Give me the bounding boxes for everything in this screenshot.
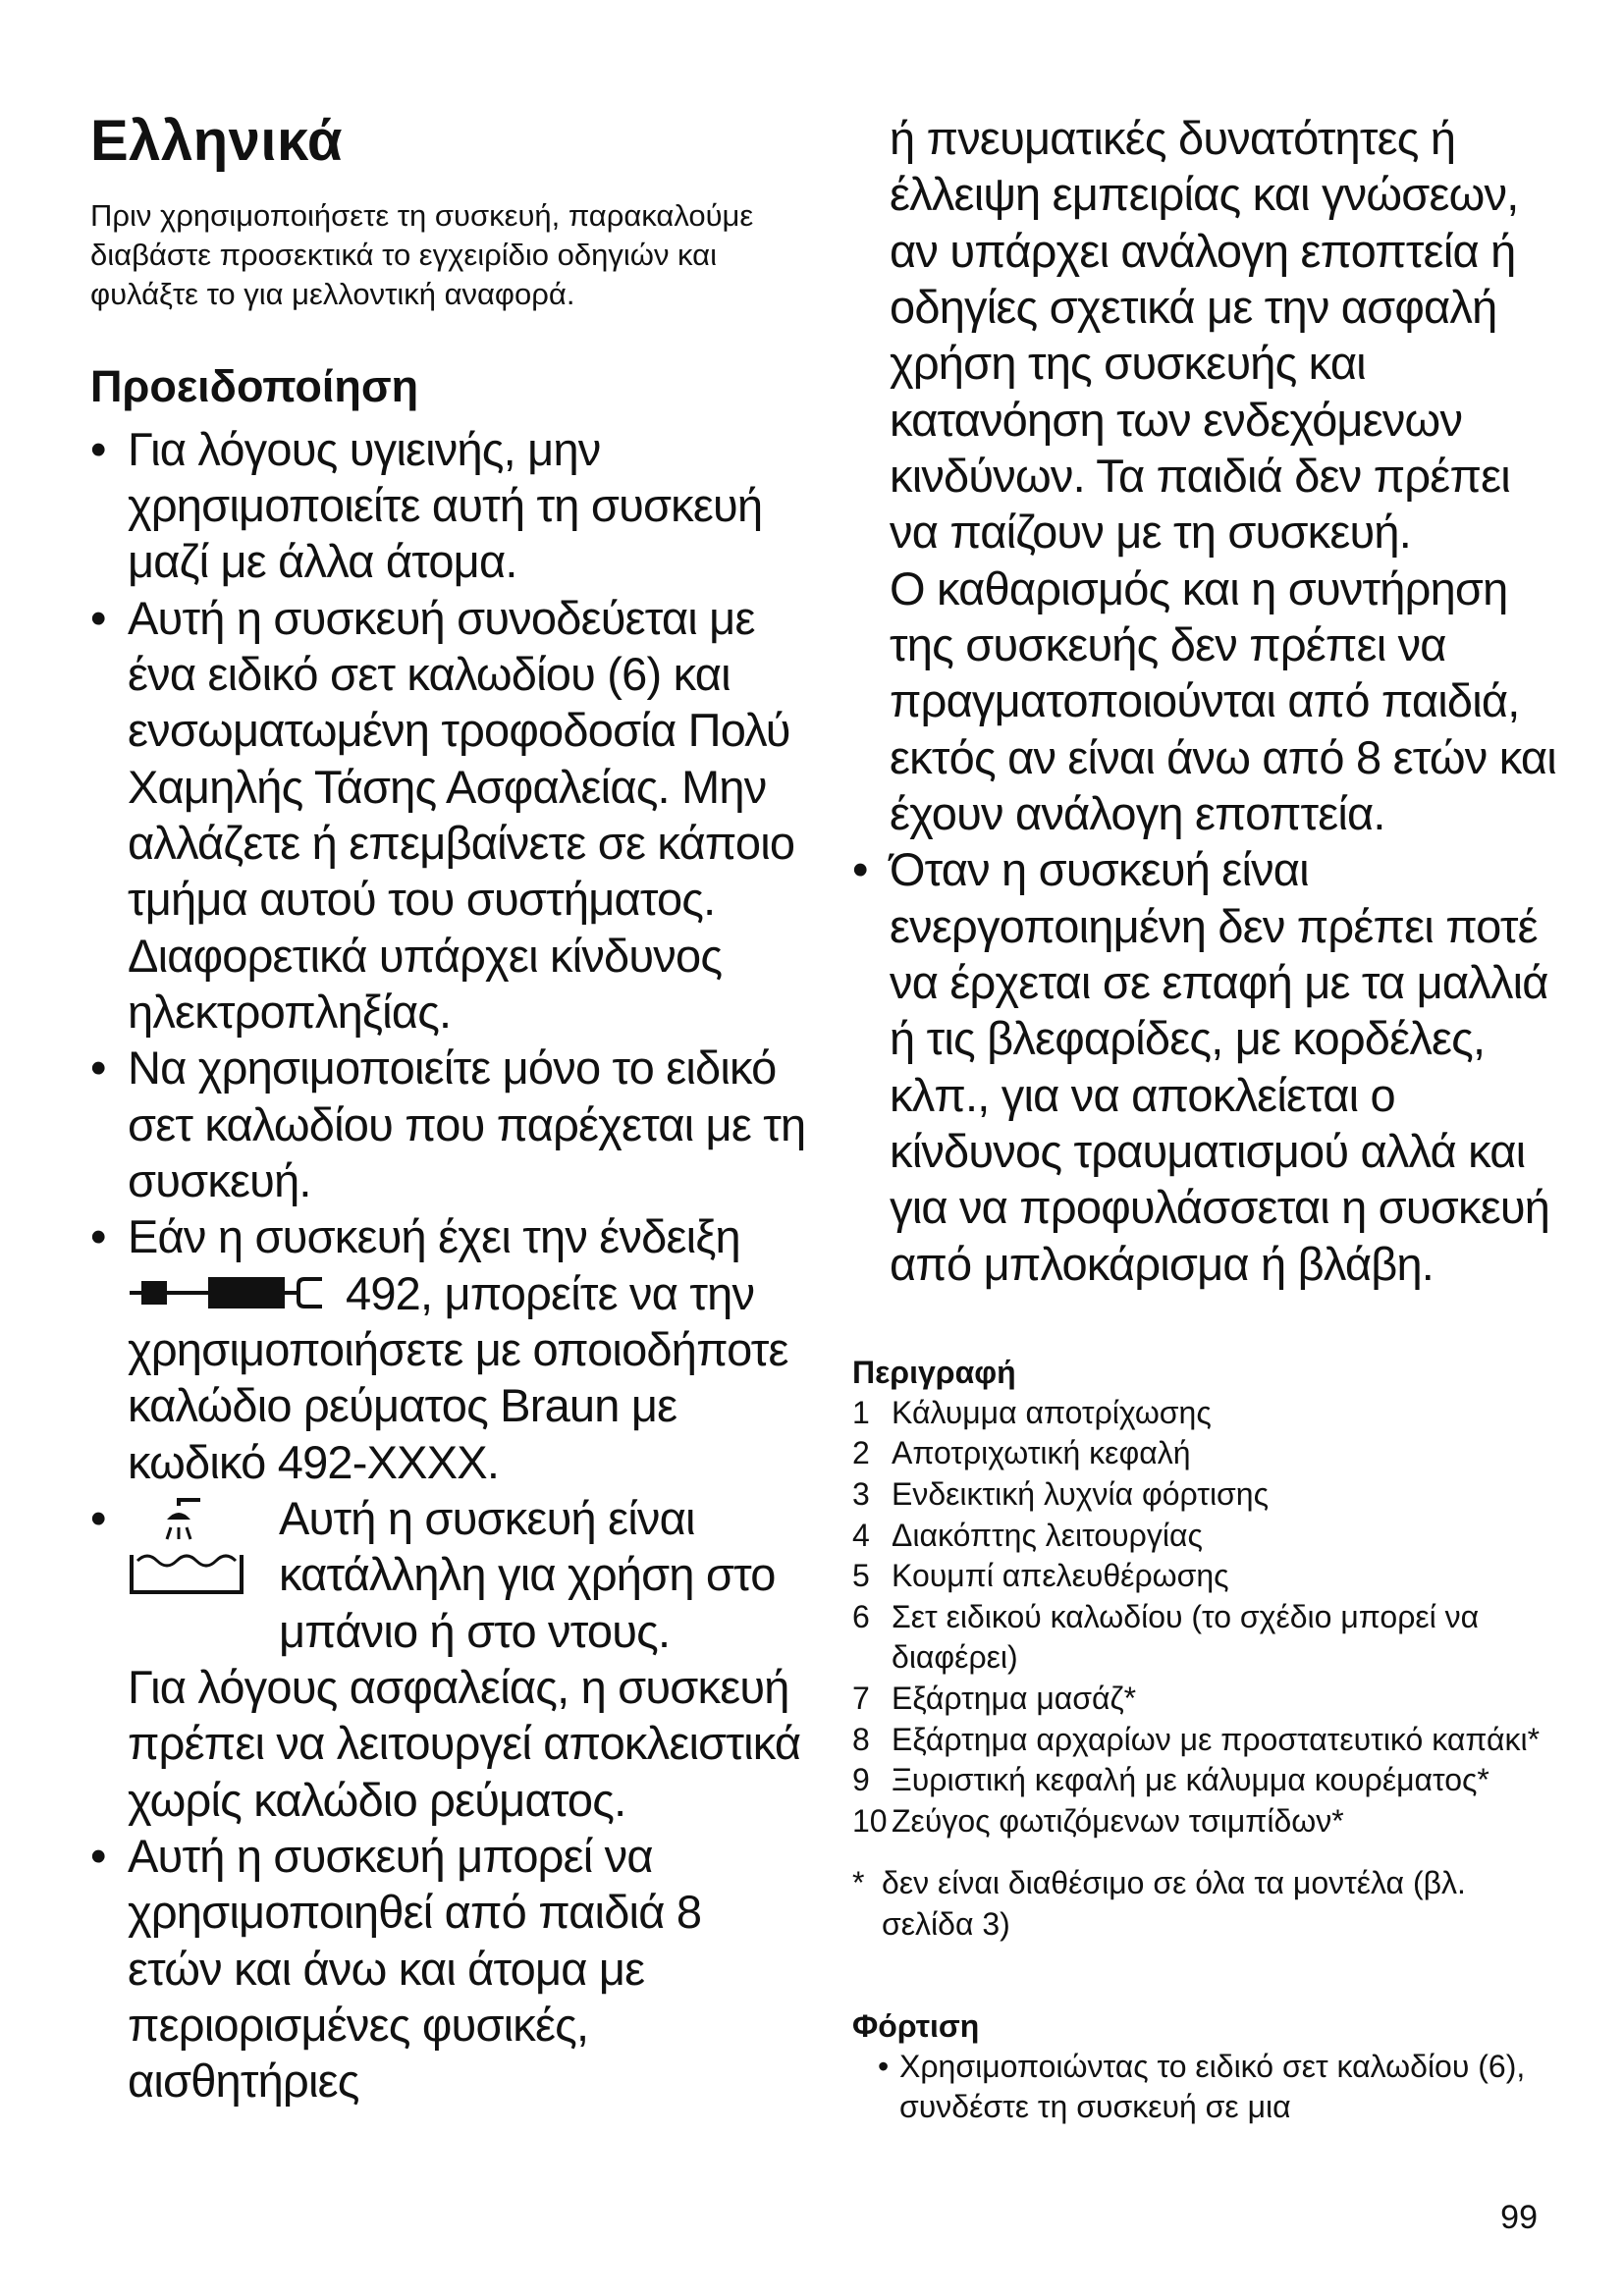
parts-list-item: 7 Εξάρτημα μασάζ*	[852, 1681, 1137, 1717]
warning-bullet-6: • Αυτή η συσκευή μπορεί να χρησιμοποιηθεί από παιδιά 8 ετών και άνω και άτομα με περιορισμένες φυσικές, αισθητήριες	[90, 1829, 702, 2108]
cable-plug-icon	[128, 1271, 334, 1314]
language-title: Ελληνικά	[90, 109, 344, 173]
bullet-dot: •	[852, 843, 868, 896]
right-column	[852, 110, 1559, 2128]
parts-list	[852, 1393, 1559, 1842]
bullet-dot: •	[90, 1210, 106, 1263]
warning-bullet-1: • Για λόγους υγιεινής, μην χρησιμοποιείτε αυτή τη συσκευή μαζί με άλλα άτομα.	[90, 422, 763, 588]
parts-list-item: 2 Αποτριχωτική κεφαλή	[852, 1435, 1191, 1471]
bullet-dot: •	[90, 422, 106, 475]
warning-heading: Προειδοποίηση	[90, 360, 419, 411]
parts-list-item: 5 Κουμπί απελευθέρωσης	[852, 1558, 1229, 1594]
charging-list	[852, 2047, 1559, 2128]
parts-list-item: 8 Εξάρτημα αρχαρίων με προστατευτικό καπάκι*	[852, 1721, 1541, 1757]
intro-paragraph: Πριν χρησιμοποιήσετε τη συσκευή, παρακαλούμε διαβάστε προσεκτικά το εγχειρίδιο οδηγιών και φυλάξτε το για μελλοντική αναφορά.	[90, 197, 754, 312]
bullet-dot: •	[90, 1829, 106, 1882]
charging-heading: Φόρτιση	[852, 2007, 980, 2044]
warning-bullet-5: • Αυτή η συσκευή είναι κατάλληλη για χρήση στο μπάνιο ή στο ντους. Για λόγους ασφαλείας, η συσκευή πρέπει να λειτουργεί αποκλειστικά χωρίς καλώδιο ρεύματος.	[90, 1491, 801, 1826]
parts-list-item: 6 Σετ ειδικού καλωδίου (το σχέδιο μπορεί να διαφέρει)	[852, 1598, 1480, 1676]
bullet-dot: •	[90, 591, 106, 644]
left-column	[90, 110, 807, 2109]
warning-bullet-2: • Αυτή η συσκευή συνοδεύεται με ένα ειδικό σετ καλωδίου (6) και ενσωματωμένη τροφοδοσία Πολύ Χαμηλής Τάσης Ασφαλείας. Μην αλλάζετε ή επεμβαίνετε σε κάποιο τμήμα αυτού του συστήματος. Διαφορετικά υπάρχει κίνδυνος ηλεκτροπληξίας.	[90, 591, 795, 1038]
warning-bullet-6-continued: ή πνευματικές δυνατότητες ή έλλειψη εμπειρίας και γνώσεων, αν υπάρχει ανάλογη εποπτεία ή οδηγίες σχετικά με την ασφαλή χρήση της συσκευής και κατανόηση των ενδεχόμενων κινδύνων. Τα παιδιά δεν πρέπει να παίζουν με τη συσκευή. Ο καθαρισμός και η συντήρηση της συσκευής δεν πρέπει να πραγματοποιούνται από παιδιά, εκτός αν είναι άνω από 8 ετών και έχουν ανάλογη εποπτεία.	[890, 112, 1556, 839]
parts-list-item: 10 Ζεύγος φωτιζόμενων τσιμπίδων*	[852, 1802, 1344, 1839]
parts-list-item: 9 Ξυριστική κεφαλή με κάλυμμα κουρέματος*	[852, 1762, 1489, 1798]
page-number: 99	[1500, 2199, 1538, 2236]
warning-list	[90, 421, 807, 2109]
charging-bullet-1: • Χρησιμοποιώντας το ειδικό σετ καλωδίου (6), συνδέστε τη συσκευή σε μια	[878, 2048, 1526, 2125]
parts-list-item: 3 Ενδεικτική λυχνία φόρτισης	[852, 1476, 1270, 1513]
bullet-dot: •	[90, 1041, 106, 1095]
parts-list-item: 1 Κάλυμμα αποτρίχωσης	[852, 1394, 1212, 1430]
availability-note: * δεν είναι διαθέσιμο σε όλα τα μοντέλα (βλ. σελίδα 3)	[852, 1865, 1466, 1943]
warning-list-continued	[852, 841, 1559, 1292]
warning-bullet-7: • Όταν η συσκευή είναι ενεργοποιημένη δεν πρέπει ποτέ να έρχεται σε επαφή με τα μαλλιά ή τις βλεφαρίδες, με κορδέλες, κλπ., για να αποκλείεται ο κίνδυνος τραυματισμού αλλά και για να προφυλάσσεται η συσκευή από μπλοκάρισμα ή βλάβη.	[852, 843, 1550, 1290]
description-heading: Περιγραφή	[852, 1354, 1016, 1390]
bullet-dot: •	[878, 2048, 890, 2084]
warning-bullet-3: • Να χρησιμοποιείτε μόνο το ειδικό σετ καλωδίου που παρέχεται με τη συσκευή.	[90, 1041, 806, 1206]
bath-shower-icon	[128, 1496, 245, 1604]
parts-list-item: 4 Διακόπτης λειτουργίας	[852, 1517, 1203, 1553]
bullet-dot: •	[90, 1491, 106, 1544]
warning-bullet-4: • Εάν η συσκευή έχει την ένδειξη 492, μπορείτε να την χρησιμοποιήσετε με οποιοδήποτε καλώδιο ρεύματος Braun με κωδικό 492-XXXX.	[90, 1210, 788, 1488]
